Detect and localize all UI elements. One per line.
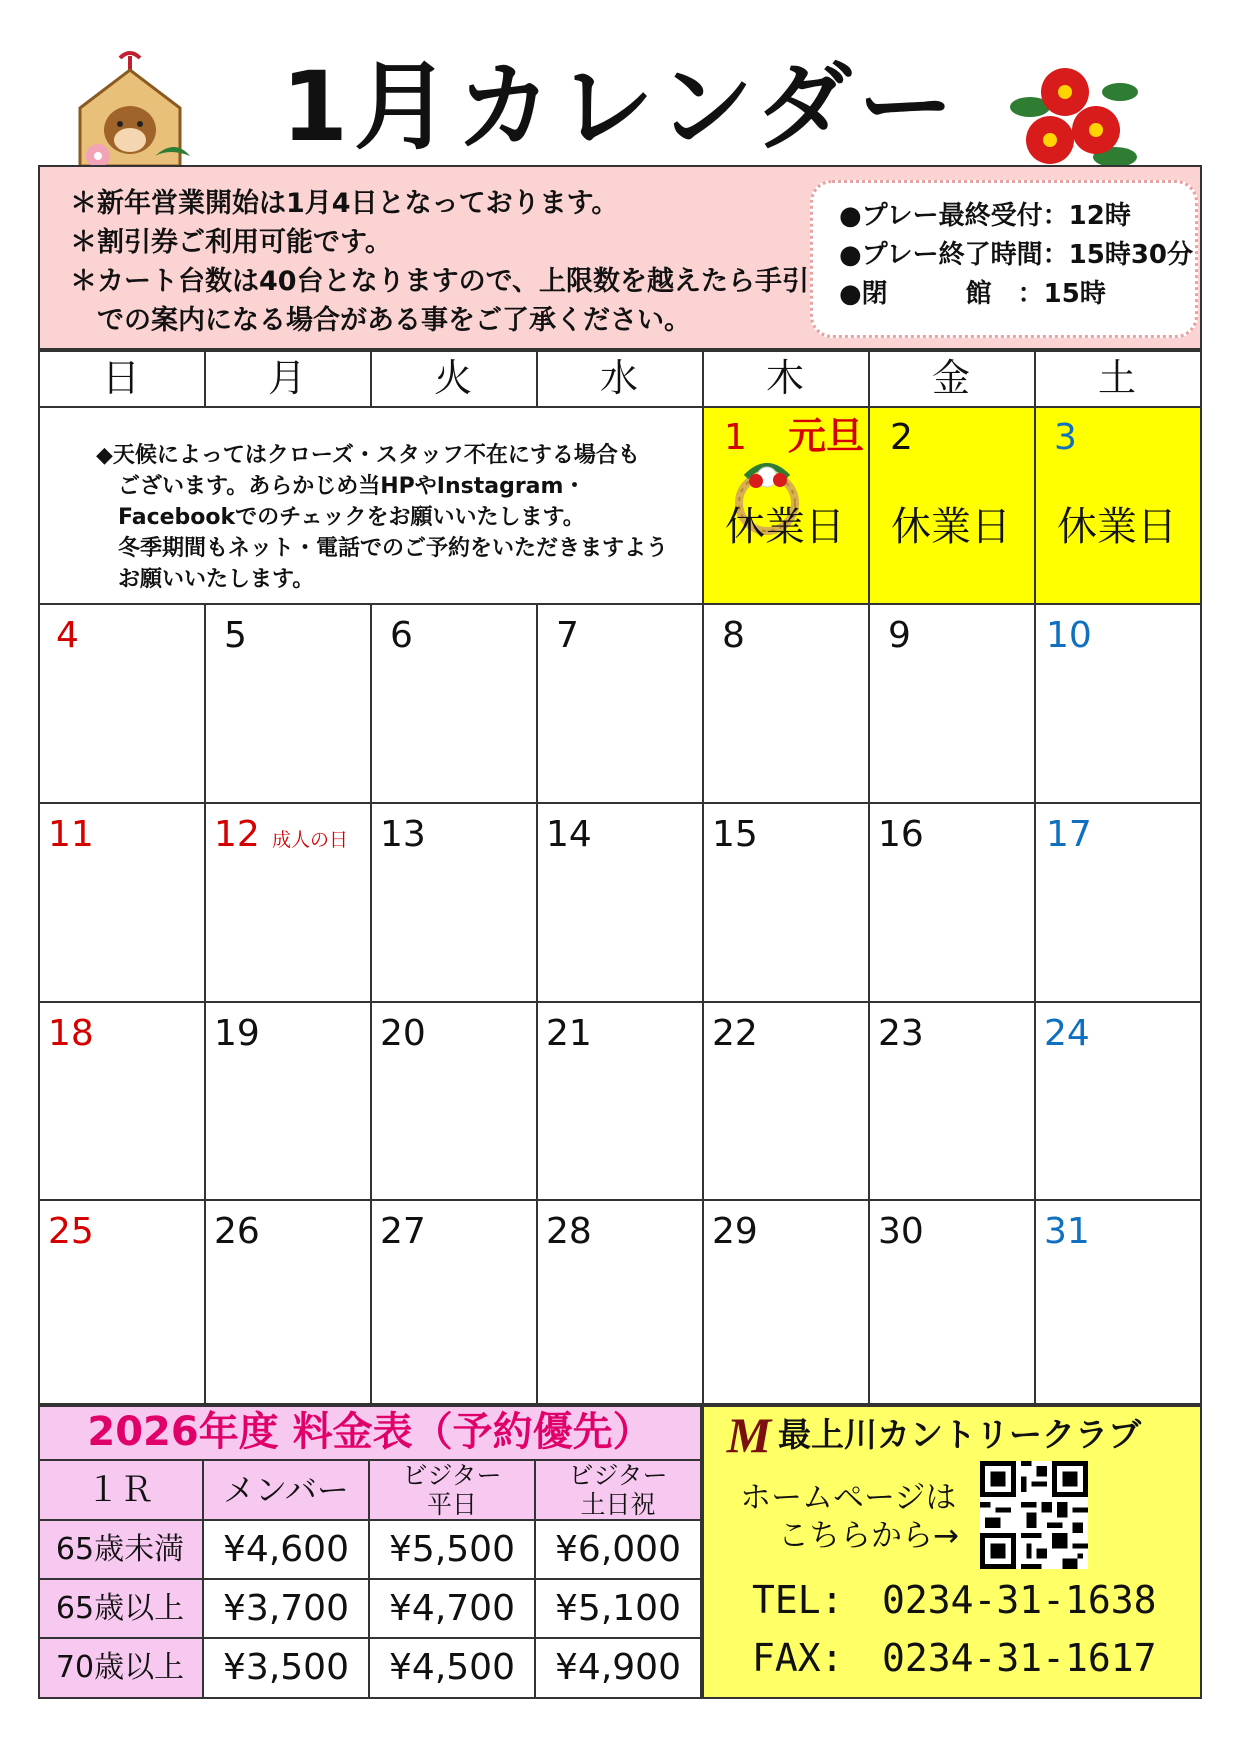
day-11: 11 <box>48 814 94 855</box>
day-6: 6 <box>390 615 413 656</box>
closed-day-label: 休業日 <box>891 504 1011 550</box>
fee-row-label: 70歳以上 <box>38 1639 202 1697</box>
day-24: 24 <box>1044 1013 1090 1054</box>
fee-price: ¥4,900 <box>536 1639 700 1697</box>
notice-line: での案内になる場合がある事をご了承ください。 <box>70 305 691 336</box>
fee-row-label: 65歳未満 <box>38 1521 202 1578</box>
homepage-arrow-text: こちらから→ <box>778 1518 959 1554</box>
notice-line: ＊割引券ご利用可能です。 <box>70 227 392 258</box>
day-28: 28 <box>546 1211 592 1252</box>
day-23: 23 <box>878 1013 924 1054</box>
fax-number: 0234-31-1617 <box>882 1636 1157 1680</box>
weekday-sat: 土 <box>1097 356 1136 400</box>
day-3: 3 <box>1054 417 1077 458</box>
tel-number[interactable]: 0234-31-1638 <box>882 1578 1157 1622</box>
day-29: 29 <box>712 1211 758 1252</box>
day-22: 22 <box>712 1013 758 1054</box>
fee-header-line: 平日 <box>426 1490 477 1519</box>
fee-header-line: ビジター <box>568 1461 668 1490</box>
fee-table-title: 2026年度 料金表（予約優先） <box>38 1405 702 1459</box>
weather-note-line: お願いいたします。 <box>96 567 315 592</box>
weekday-thu: 木 <box>765 356 804 400</box>
fee-header-visitor-weekend <box>536 1461 700 1519</box>
weekday-sun: 日 <box>101 356 140 400</box>
tel-label: TEL: <box>752 1578 844 1622</box>
last-entry-time: ●プレー最終受付：12時 <box>839 201 1131 231</box>
day-21: 21 <box>546 1013 592 1054</box>
fee-header-round: １Ｒ <box>38 1461 202 1519</box>
fee-price: ¥6,000 <box>536 1521 700 1578</box>
closing-time: ●閉 館 ：15時 <box>839 279 1106 309</box>
day-19: 19 <box>214 1013 260 1054</box>
fee-price: ¥4,600 <box>204 1521 368 1578</box>
day-27: 27 <box>380 1211 426 1252</box>
day-2: 2 <box>890 417 913 458</box>
day-17: 17 <box>1046 814 1092 855</box>
fee-header-visitor-weekday <box>370 1461 534 1519</box>
day-9: 9 <box>888 615 911 656</box>
fee-price: ¥5,500 <box>370 1521 534 1578</box>
day-10: 10 <box>1046 615 1092 656</box>
weather-note <box>96 440 668 595</box>
club-logo-icon: M <box>726 1407 772 1463</box>
day-7: 7 <box>556 615 579 656</box>
closed-day-label: 休業日 <box>1057 504 1177 550</box>
day-13: 13 <box>380 814 426 855</box>
weather-note-line: ございます。あらかじめ当HPやInstagram・ <box>96 474 586 499</box>
day-5: 5 <box>224 615 247 656</box>
fee-price: ¥5,100 <box>536 1580 700 1637</box>
weather-note-line: 冬季期間もネット・電話でのご予約をいただきますよう <box>96 536 669 561</box>
qr-code-icon[interactable] <box>980 1459 1088 1571</box>
fee-header-member: メンバー <box>204 1461 368 1519</box>
weekday-mon: 月 <box>267 356 306 400</box>
holiday-label-gantan: 元旦 <box>788 414 865 458</box>
day-25: 25 <box>48 1211 94 1252</box>
fee-price: ¥4,700 <box>370 1580 534 1637</box>
notice-line: ＊カート台数は40台となりますので、上限数を越えたら手引 <box>70 266 810 297</box>
hours-box <box>810 180 1198 338</box>
weekday-wed: 水 <box>599 356 638 400</box>
camellia-icon <box>1010 62 1140 172</box>
homepage-text: ホームページは <box>740 1480 957 1516</box>
weekday-fri: 金 <box>931 356 970 400</box>
fee-header-line: ビジター <box>402 1461 502 1490</box>
fee-price: ¥3,700 <box>204 1580 368 1637</box>
notice-line: ＊新年営業開始は1月4日となっております。 <box>70 188 619 219</box>
ema-horse-icon <box>70 48 230 168</box>
closed-day-label: 休業日 <box>725 504 845 550</box>
day-14: 14 <box>546 814 592 855</box>
day-31: 31 <box>1044 1211 1090 1252</box>
calendar-grid <box>38 350 1202 1405</box>
day-12: 12 <box>214 814 260 855</box>
day-4: 4 <box>56 615 79 656</box>
day-30: 30 <box>878 1211 924 1252</box>
day-15: 15 <box>712 814 758 855</box>
fax-label: FAX: <box>752 1636 844 1680</box>
day-20: 20 <box>380 1013 426 1054</box>
day-1: 1 <box>724 417 747 458</box>
page-title: 1月カレンダー <box>281 51 960 163</box>
play-end-time: ●プレー終了時間：15時30分 <box>839 240 1194 270</box>
fee-row-label: 65歳以上 <box>38 1580 202 1637</box>
day-26: 26 <box>214 1211 260 1252</box>
weather-note-line: ◆天候によってはクローズ・スタッフ不在にする場合も <box>96 443 640 468</box>
holiday-label-coming-of-age: 成人の日 <box>272 829 349 851</box>
day-16: 16 <box>878 814 924 855</box>
weekday-tue: 火 <box>433 356 472 400</box>
fee-table <box>38 1405 702 1699</box>
fee-price: ¥4,500 <box>370 1639 534 1697</box>
club-name: 最上川カントリークラブ <box>778 1415 1141 1454</box>
fee-price: ¥3,500 <box>204 1639 368 1697</box>
day-18: 18 <box>48 1013 94 1054</box>
weather-note-line: Facebookでのチェックをお願いいたします。 <box>96 505 585 530</box>
fee-header-line: 土日祝 <box>580 1490 656 1519</box>
day-8: 8 <box>722 615 745 656</box>
club-info-panel <box>702 1405 1202 1699</box>
